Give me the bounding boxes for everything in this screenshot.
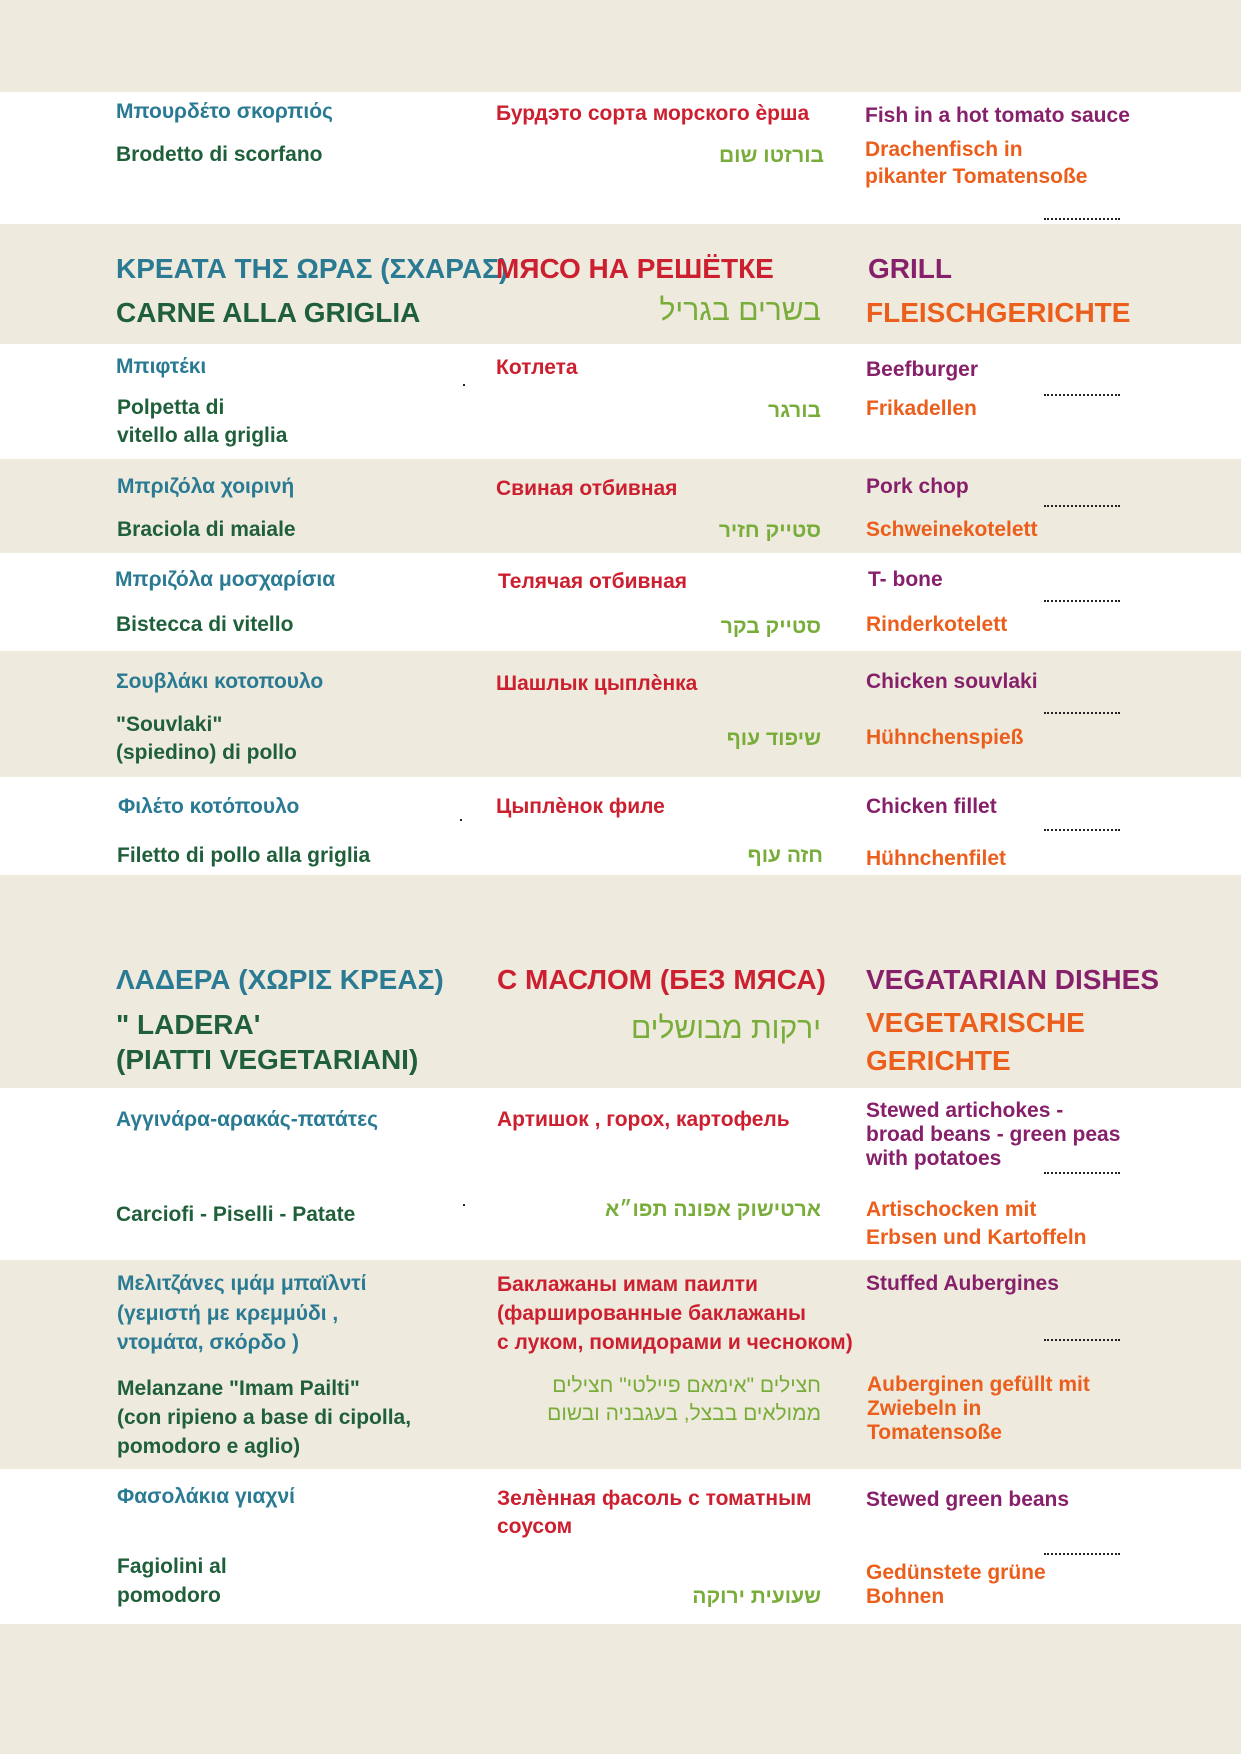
burger-greek: Μπιφτέκι [116,355,207,378]
veg-header-greek: ΛΑΔΕΡΑ (ΧΩΡΙΣ ΚΡΕΑΣ) [116,964,444,995]
artichokes-german-line1: Artischocken mit [866,1198,1037,1221]
aubergines-german-line2: Zwiebeln in [867,1397,982,1420]
pork-hebrew: סטייק חזיר [718,519,821,542]
burger-german: Frikadellen [866,397,977,420]
beans-greek: Φασολάκια γιαχνί [117,1485,295,1508]
price-dots [1044,712,1120,714]
veal-german: Rinderkotelett [866,613,1008,636]
beans-italian-line2: pomodoro [117,1584,221,1607]
price-dots [1044,394,1120,396]
aubergines-russian-line2: (фаршированные баклажаны [497,1302,806,1325]
veg-header-german-line2: GERICHTE [866,1045,1011,1076]
fillet-russian: Цыплѐнок филе [496,795,665,818]
burger-english: Beefburger [866,358,979,381]
aubergines-english: Stuffed Aubergines [866,1272,1059,1295]
souvlaki-italian-line2: (spiedino) di pollo [116,741,297,764]
souvlaki-greek: Σουβλάκι κοτοπουλο [116,670,324,693]
veal-italian: Bistecca di vitello [116,613,294,636]
souvlaki-english: Chicken souvlaki [866,670,1038,693]
burger-hebrew: בורגר [768,399,821,422]
aubergines-hebrew-line2: ממולאים בבצל, בעגבניה ובשום [547,1402,821,1425]
souvlaki-german: Hühnchenspieß [866,726,1024,749]
artichokes-greek: Αγγινάρα-αρακάς-πατάτες [116,1108,379,1131]
pork-english: Pork chop [866,475,969,498]
fish-italian: Brodetto di scorfano [116,143,323,166]
beans-russian-line1: Зелѐнная фасоль с томатным [497,1487,812,1510]
grill-header-german: FLEISCHGERICHTE [866,297,1131,328]
beans-italian-line1: Fagiolini al [117,1555,227,1578]
price-dots [1044,505,1120,507]
dot-mark [463,384,465,386]
veg-header-italian-line1: " LADERA' [116,1009,261,1040]
price-dots [1044,600,1120,602]
grill-header-greek: ΚΡΕΑΤΑ ΤΗΣ ΩΡΑΣ (ΣΧΑΡΑΣ) [116,253,509,284]
souvlaki-italian-line1: "Souvlaki" [116,713,223,736]
fillet-italian: Filetto di pollo alla griglia [117,844,371,867]
grill-header-russian: МЯСО НА РЕШЁТКЕ [496,253,774,284]
artichokes-english-line1: Stewed artichokes - [866,1099,1064,1122]
veal-greek: Μπριζόλα μοσχαρίσια [115,568,336,591]
beans-german-line1: Gedünstete grüne [866,1561,1046,1584]
price-dots [1044,218,1120,220]
grill-header-english: GRILL [868,253,952,284]
artichokes-russian: Артишок , горох, картофель [497,1108,790,1131]
fillet-greek: Φιλέτο κοτόπουλο [118,795,300,818]
fish-russian: Бурдэто сорта морского ѐрша [496,102,810,125]
artichokes-english-line3: with potatoes [866,1147,1002,1170]
artichokes-english-line2: broad beans - green peas [866,1123,1121,1146]
aubergines-russian-line3: с луком, помидорами и чесноком) [497,1331,853,1354]
fish-hebrew: בורזטו שום [719,144,824,167]
veal-russian: Телячая отбивная [498,570,688,593]
aubergines-italian-line2: (con ripieno a base di cipolla, [117,1406,412,1429]
aubergines-greek-line2: (γεμιστή με κρεμμύδι , [117,1302,339,1325]
fish-english: Fish in a hot tomato sauce [865,104,1130,127]
beans-russian-line2: соусом [497,1515,573,1538]
burger-italian-line1: Polpetta di [117,396,225,419]
dot-mark [463,1204,465,1206]
aubergines-italian-line1: Melanzane "Imam Pailti" [117,1377,360,1400]
aubergines-german-line3: Tomatensoße [867,1421,1002,1444]
pork-german: Schweinekotelett [866,518,1038,541]
pork-greek: Μπριζόλα χοιρινή [117,475,295,498]
aubergines-russian-line1: Баклажаны имам паилти [497,1273,758,1296]
burger-italian-line2: vitello alla griglia [117,424,288,447]
veg-header-russian: С МАСЛОМ (БЕЗ МЯСА) [497,964,826,995]
fish-german-line2: pikanter Tomatensoße [865,165,1088,188]
pork-italian: Braciola di maiale [117,518,296,541]
price-dots [1044,1172,1120,1174]
fish-german-line1: Drachenfisch in [865,138,1023,161]
artichokes-german-line2: Erbsen und Kartoffeln [866,1226,1087,1249]
beans-hebrew: שעועית ירוקה [692,1585,821,1608]
grill-header-italian: CARNE ALLA GRIGLIA [116,297,421,328]
veal-hebrew: סטייק בקר [720,615,821,638]
veal-english: T- bone [868,568,943,591]
veg-header-german-line1: VEGETARISCHE [866,1007,1085,1038]
beans-german-line2: Bohnen [866,1585,945,1608]
fillet-german: Hühnchenfilet [866,847,1006,870]
veg-header-english: VEGATARIAN DISHES [866,964,1159,995]
pork-russian: Свиная отбивная [496,477,678,500]
fillet-english: Chicken fillet [866,795,997,818]
price-dots [1044,829,1120,831]
veg-header-hebrew: ירקות מבושלים [630,1012,821,1045]
price-dots [1044,1553,1120,1555]
aubergines-greek-line1: Μελιτζάνες ιμάμ μπαϊλντί [117,1272,367,1295]
souvlaki-russian: Шашлык цыплѐнка [496,672,698,695]
aubergines-greek-line3: ντομάτα, σκόρδο ) [117,1331,300,1354]
price-dots [1044,1339,1120,1341]
aubergines-hebrew-line1: חצילים "אימאם פיילטי" חצילים [552,1374,821,1397]
dot-mark [460,819,462,821]
artichokes-italian: Carciofi - Piselli - Patate [116,1203,356,1226]
beans-english: Stewed green beans [866,1488,1070,1511]
fish-greek: Μπουρδέτο σκορπιός [116,100,333,123]
grill-header-hebrew: בשרים בגריל [659,294,821,327]
souvlaki-hebrew: שיפוד עוף [726,727,821,750]
aubergines-italian-line3: pomodoro e aglio) [117,1435,301,1458]
burger-russian: Котлета [496,356,578,379]
artichokes-hebrew: ארטישוק אפונה תפו״א [605,1198,821,1221]
veg-header-italian-line2: (PIATTI VEGETARIANI) [116,1044,419,1075]
fillet-hebrew: חזה עוף [747,844,823,867]
aubergines-german-line1: Auberginen gefüllt mit [867,1373,1090,1396]
